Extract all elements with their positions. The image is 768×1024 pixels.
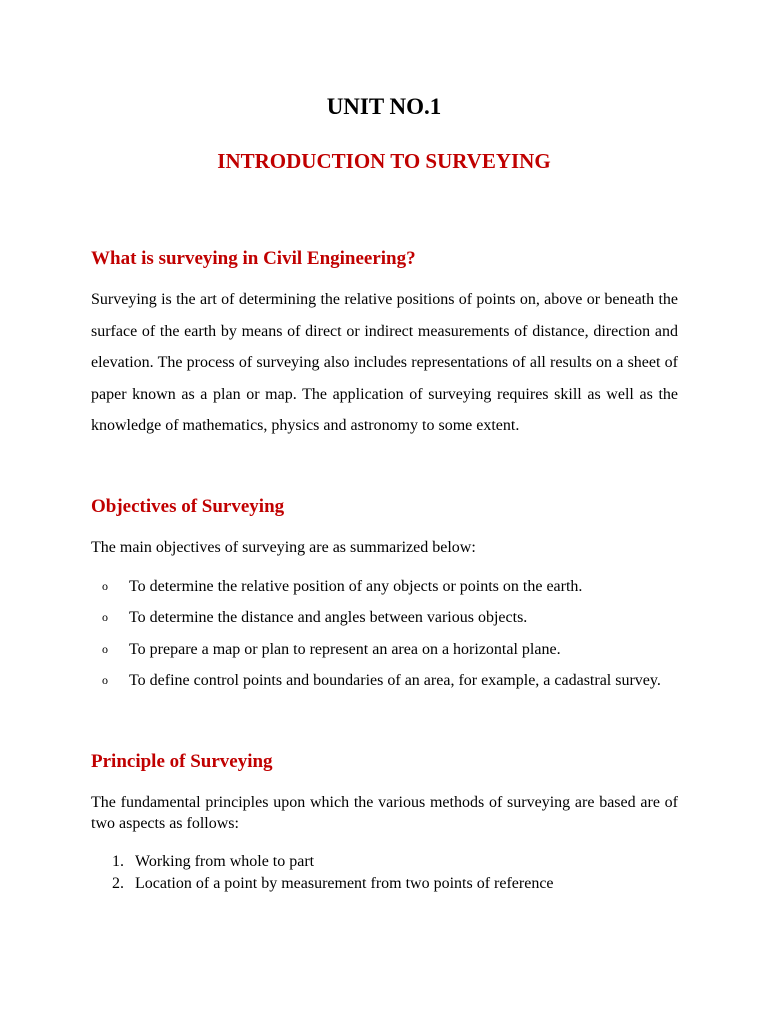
- list-item-text: Location of a point by measurement from two points of reference: [135, 874, 554, 892]
- heading-principle: Principle of Surveying: [91, 751, 273, 772]
- list-item: [91, 665, 678, 696]
- list-item: [91, 851, 678, 873]
- bullet-icon: o: [102, 579, 108, 593]
- paragraph-definition: Surveying is the art of determining the relative positions of points on, above or beneath the surface of the earth by means of direct or indirect measurements of distance, direction and elevation. The process of surveying also includes representations of all results on a sheet of paper known as a plan or map. The application of surveying requires skill as well as the knowledge of mathematics, physics and astronomy to some extent.: [91, 291, 678, 435]
- heading-objectives: Objectives of Surveying: [91, 496, 285, 517]
- objectives-list: [91, 571, 678, 696]
- main-title: INTRODUCTION TO SURVEYING: [217, 149, 551, 173]
- principles-list: [91, 851, 678, 894]
- bullet-icon: o: [102, 672, 108, 687]
- list-item-text: To prepare a map or plan to represent an area on a horizontal plane.: [129, 640, 561, 658]
- heading-what-is-surveying: What is surveying in Civil Engineering?: [91, 248, 416, 269]
- list-item: [91, 602, 678, 633]
- list-number: 1.: [112, 853, 124, 870]
- paragraph-principle-intro: The fundamental principles upon which the various methods of surveying are based are of two aspects as follows:: [91, 794, 678, 832]
- list-item-text: To determine the relative position of any objects or points on the earth.: [129, 578, 583, 595]
- list-number: 2.: [112, 874, 124, 892]
- list-item-text: To define control points and boundaries of an area, for example, a cadastral survey.: [129, 671, 661, 689]
- unit-title: UNIT NO.1: [326, 94, 442, 119]
- bullet-icon: o: [102, 610, 108, 625]
- list-item: [91, 571, 678, 602]
- paragraph-objectives-intro: The main objectives of surveying are as summarized below:: [91, 539, 476, 556]
- bullet-icon: o: [102, 641, 108, 656]
- list-item: [91, 873, 678, 895]
- list-item: [91, 634, 678, 665]
- list-item-text: To determine the distance and angles between various objects.: [129, 609, 528, 627]
- list-item-text: Working from whole to part: [135, 853, 315, 870]
